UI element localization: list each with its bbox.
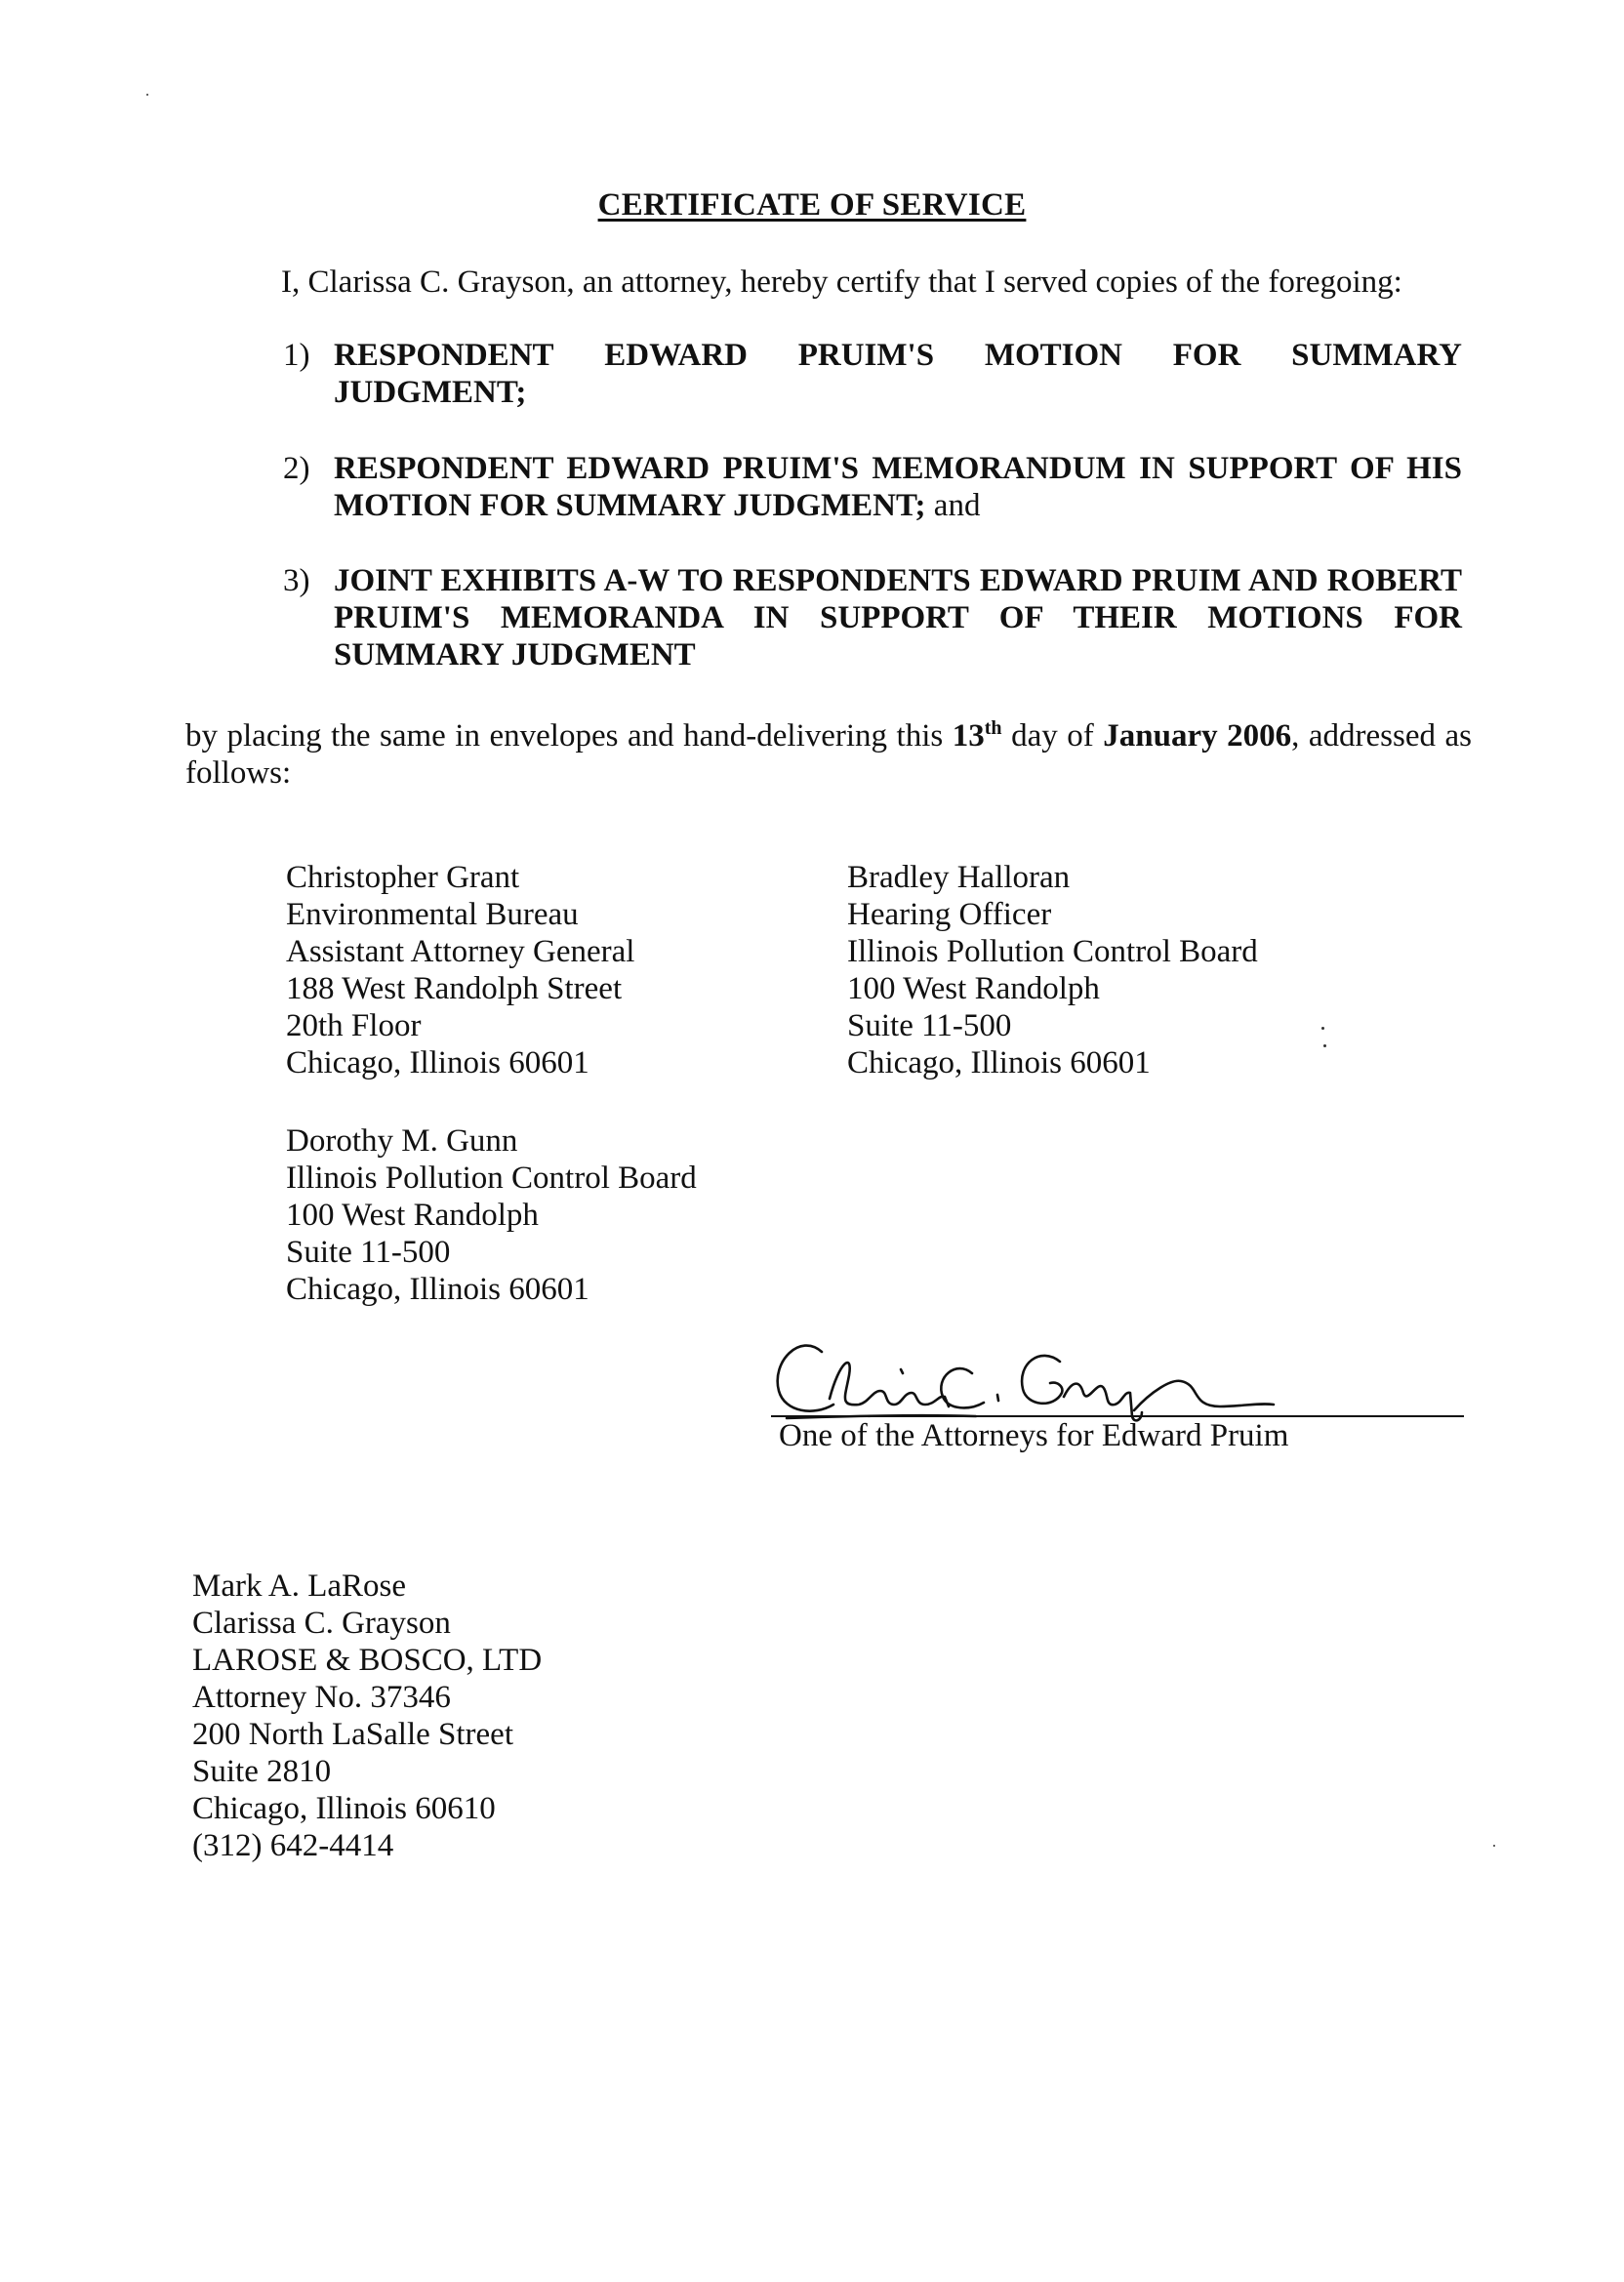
- item-1-word: PRUIM'S: [797, 338, 935, 373]
- address-line: Dorothy M. Gunn: [286, 1123, 518, 1159]
- served-item-1: [283, 337, 1462, 411]
- item-1-word: FOR: [1172, 338, 1241, 373]
- address-block-halloran: [847, 859, 1258, 1081]
- scan-speck: [1493, 1845, 1495, 1847]
- item-number: 3): [283, 563, 310, 598]
- byline-pre: by placing the same in envelopes and hand-delivering this: [185, 718, 953, 754]
- intro-paragraph: I, Clarissa C. Grayson, an attorney, hereby certify that I served copies of the foregoing:: [281, 265, 1402, 300]
- scan-speck: [1323, 1044, 1326, 1047]
- address-line: 100 West Randolph: [847, 971, 1100, 1006]
- item-text: [334, 337, 1462, 411]
- sender-line: Chicago, Illinois 60610: [192, 1791, 496, 1826]
- item-2-suffix: and: [925, 488, 981, 523]
- item-text: [334, 450, 1462, 524]
- address-line: 20th Floor: [286, 1008, 422, 1043]
- item-1-word: MOTION: [984, 338, 1122, 373]
- signature-block: [771, 1323, 1474, 1469]
- address-line: Chicago, Illinois 60601: [286, 1045, 589, 1080]
- address-line: Bradley Halloran: [847, 860, 1071, 895]
- address-block-gunn: [286, 1122, 697, 1308]
- service-day: 13: [952, 718, 985, 754]
- address-line: Christopher Grant: [286, 860, 520, 895]
- sender-line: LAROSE & BOSCO, LTD: [192, 1643, 543, 1678]
- sender-line: Suite 2810: [192, 1754, 332, 1789]
- address-line: 188 West Randolph Street: [286, 971, 623, 1006]
- handwritten-signature: [771, 1323, 1474, 1430]
- scan-speck: [1321, 1027, 1324, 1030]
- item-1-word: SUMMARY: [1291, 338, 1462, 373]
- sender-line: Mark A. LaRose: [192, 1569, 407, 1604]
- item-1-line-2: JUDGMENT;: [334, 375, 527, 410]
- served-item-2: [283, 450, 1462, 524]
- byline-post: , addressed as follows:: [185, 718, 1473, 791]
- address-line: Environmental Bureau: [286, 897, 579, 932]
- address-line: Chicago, Illinois 60601: [286, 1272, 589, 1307]
- sender-line: (312) 642-4414: [192, 1828, 394, 1863]
- address-block-grant: [286, 859, 634, 1081]
- service-day-suffix: th: [984, 717, 1002, 739]
- address-line: Hearing Officer: [847, 897, 1052, 932]
- signature-line: [771, 1415, 1464, 1417]
- item-number: 2): [283, 451, 310, 486]
- byline-mid: day of: [1001, 718, 1104, 754]
- service-statement: [185, 710, 1472, 792]
- item-number: 1): [283, 338, 310, 373]
- sender-block: [192, 1568, 542, 1864]
- item-2-text: RESPONDENT EDWARD PRUIM'S MEMORANDUM IN SUPPORT OF HIS MOTION FOR SUMMARY JUDGMENT;: [334, 451, 1462, 523]
- address-line: Suite 11-500: [847, 1008, 1012, 1043]
- item-1-word: EDWARD: [604, 338, 748, 373]
- item-1-word: RESPONDENT: [334, 338, 554, 373]
- item-1-line-1: [334, 337, 1462, 374]
- sender-line: Clarissa C. Grayson: [192, 1606, 451, 1641]
- address-line: 100 West Randolph: [286, 1198, 539, 1233]
- sender-line: Attorney No. 37346: [192, 1680, 451, 1715]
- sender-line: 200 North LaSalle Street: [192, 1717, 514, 1752]
- signature-caption: One of the Attorneys for Edward Pruim: [779, 1418, 1289, 1453]
- address-line: Assistant Attorney General: [286, 934, 635, 969]
- address-line: Illinois Pollution Control Board: [847, 934, 1258, 969]
- address-line: Illinois Pollution Control Board: [286, 1161, 697, 1196]
- address-line: Chicago, Illinois 60601: [847, 1045, 1151, 1080]
- address-line: Suite 11-500: [286, 1235, 451, 1270]
- served-item-3: [283, 562, 1462, 673]
- scan-speck: [146, 94, 148, 96]
- document-title: CERTIFICATE OF SERVICE: [597, 187, 1027, 223]
- service-date: January 2006: [1103, 718, 1292, 754]
- item-3-text: JOINT EXHIBITS A-W TO RESPONDENTS EDWARD PRUIM AND ROBERT PRUIM'S MEMORANDA IN SUPPORT OF THEIR MOTIONS FOR SUMMARY JUDGMENT: [334, 563, 1462, 672]
